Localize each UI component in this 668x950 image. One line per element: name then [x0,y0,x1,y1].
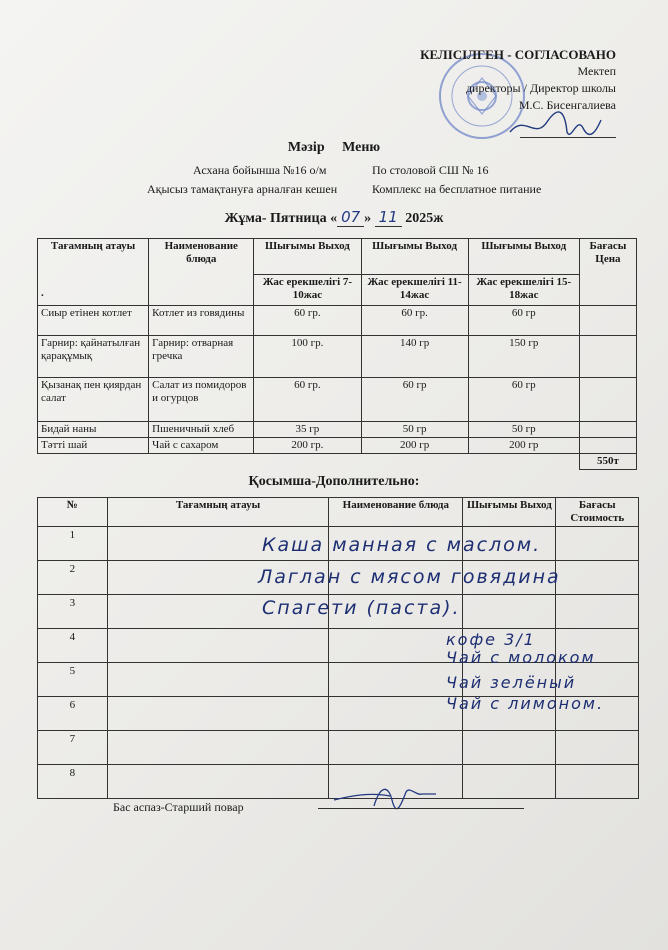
header-output-2: Шығымы Выход [361,239,468,275]
chef-label: Бас аспаз-Старший повар [113,800,244,814]
total-row [38,454,637,470]
date-close-quote: » [364,211,372,226]
row-out-1: 60 гр. [254,378,361,422]
extra-header-output: Шығымы Выход [463,498,556,527]
date-year: 2025ж [405,211,444,226]
extra-cell [556,527,639,561]
extra-row-num: 5 [38,663,108,697]
extra-cell [107,629,329,663]
total-spacer [38,454,580,470]
header-name-kz [38,239,149,306]
approval-block [420,46,616,114]
chef-signature-line [318,808,524,809]
extra-cell [556,561,639,595]
extra-row-num: 1 [38,527,108,561]
handwritten-line-7: Чай с лимоном. [446,694,605,713]
row-name-ru: Пшеничный хлеб [149,422,254,438]
row-name-kz: Тәтті шай [38,438,149,454]
handwritten-line-4: кофе 3/1 [446,630,536,649]
row-out-3: 60 гр [468,306,579,336]
row-name-ru: Гарнир: отварная гречка [149,336,254,378]
extra-row-num: 3 [38,595,108,629]
header-name-ru: Наименование блюда [149,239,254,306]
row-price [579,306,636,336]
header-dot: . [41,287,44,299]
handwritten-line-6: Чай зелёный [446,673,577,692]
extra-cell [556,595,639,629]
handwritten-line-2: Лаглан с мясом говядина [258,566,561,588]
header-name-kz-text: Тағамның атауы [50,240,136,252]
extra-cell [556,765,639,799]
row-out-1: 100 гр. [254,336,361,378]
complex-kz: Ақысыз тамақтануға арналған кешен [147,182,338,196]
row-out-3: 150 гр [468,336,579,378]
row-out-2: 200 гр [361,438,468,454]
extra-row-num: 4 [38,629,108,663]
director-signature-line [520,137,616,138]
row-price [579,378,636,422]
row-name-ru: Чай с сахаром [149,438,254,454]
handwritten-line-3: Спагети (паста). [262,597,461,619]
date-prefix: Жұма- Пятница [224,211,327,226]
row-out-3: 200 гр [468,438,579,454]
row-name-kz: Сиыр етінен котлет [38,306,149,336]
row-name-kz: Қызанақ пен қиярдан салат [38,378,149,422]
row-name-ru: Салат из помидоров и огурцов [149,378,254,422]
date-day: 07 [337,208,364,227]
extra-cell [329,731,463,765]
main-menu-table [37,238,637,470]
extra-header-name-ru: Наименование блюда [329,498,463,527]
total-price: 550т [579,454,636,470]
extra-row-num: 2 [38,561,108,595]
menu-title-ru: Меню [342,140,381,155]
header-age-15-18: Жас ерекшелігі 15-18жас [468,274,579,305]
row-out-3: 60 гр [468,378,579,422]
extra-cell [107,697,329,731]
row-name-ru: Котлет из говядины [149,306,254,336]
handwritten-line-1: Каша манная с маслом. [262,534,542,556]
approval-line3: М.С. Бисенгалиева [518,98,616,112]
extra-cell [107,765,329,799]
extra-row-num: 6 [38,697,108,731]
extra-header-num: № [38,498,108,527]
menu-title-kz: Мәзір [287,140,325,155]
table-row [38,378,637,422]
extra-title: Қосымша-Дополнительно: [248,474,420,489]
menu-title [0,140,668,156]
row-out-2: 50 гр [361,422,468,438]
row-out-2: 60 гр. [361,306,468,336]
complex-ru: Комплекс на бесплатное питание [372,182,542,196]
row-price [579,422,636,438]
extra-cell [463,731,556,765]
extra-cell [107,731,329,765]
handwritten-line-5: Чай с молоком [446,648,596,667]
row-price [579,336,636,378]
table-row [38,422,637,438]
row-out-1: 35 гр [254,422,361,438]
extra-cell [463,765,556,799]
row-out-2: 140 гр [361,336,468,378]
extra-cell [463,595,556,629]
extra-cell [556,731,639,765]
canteen-ru: По столовой СШ № 16 [372,163,489,177]
header-price: Бағасы Цена [579,239,636,306]
canteen-kz: Асхана бойынша №16 о/м [193,163,327,177]
row-out-1: 200 гр. [254,438,361,454]
extra-cell [329,697,463,731]
header-output-1: Шығымы Выход [254,239,361,275]
row-out-2: 60 гр [361,378,468,422]
approval-line1: Мектеп [577,64,616,78]
approval-title: КЕЛІСІЛГЕН - СОГЛАСОВАНО [420,47,616,62]
extra-header-price: Бағасы Стоимость [556,498,639,527]
header-output-3: Шығымы Выход [468,239,579,275]
row-name-kz: Бидай наны [38,422,149,438]
approval-line2: директоры / Директор школы [465,81,616,95]
header-age-11-14: Жас ерекшелігі 11-14жас [361,274,468,305]
table-row [38,731,639,765]
extra-cell [329,629,463,663]
header-age-7-10: Жас ерекшелігі 7-10жас [254,274,361,305]
table-row [38,438,637,454]
table-row [38,306,637,336]
extra-cell [329,663,463,697]
extra-cell [107,663,329,697]
table-row [38,336,637,378]
date-open-quote: « [330,211,338,226]
row-out-3: 50 гр [468,422,579,438]
extra-row-num: 7 [38,731,108,765]
row-name-kz: Гарнир: қайнатылған қарақұмық [38,336,149,378]
row-out-1: 60 гр. [254,306,361,336]
row-price [579,438,636,454]
extra-row-num: 8 [38,765,108,799]
menu-date [0,208,668,227]
date-month: 11 [375,208,402,227]
extra-header-name-kz: Тағамның атауы [107,498,329,527]
